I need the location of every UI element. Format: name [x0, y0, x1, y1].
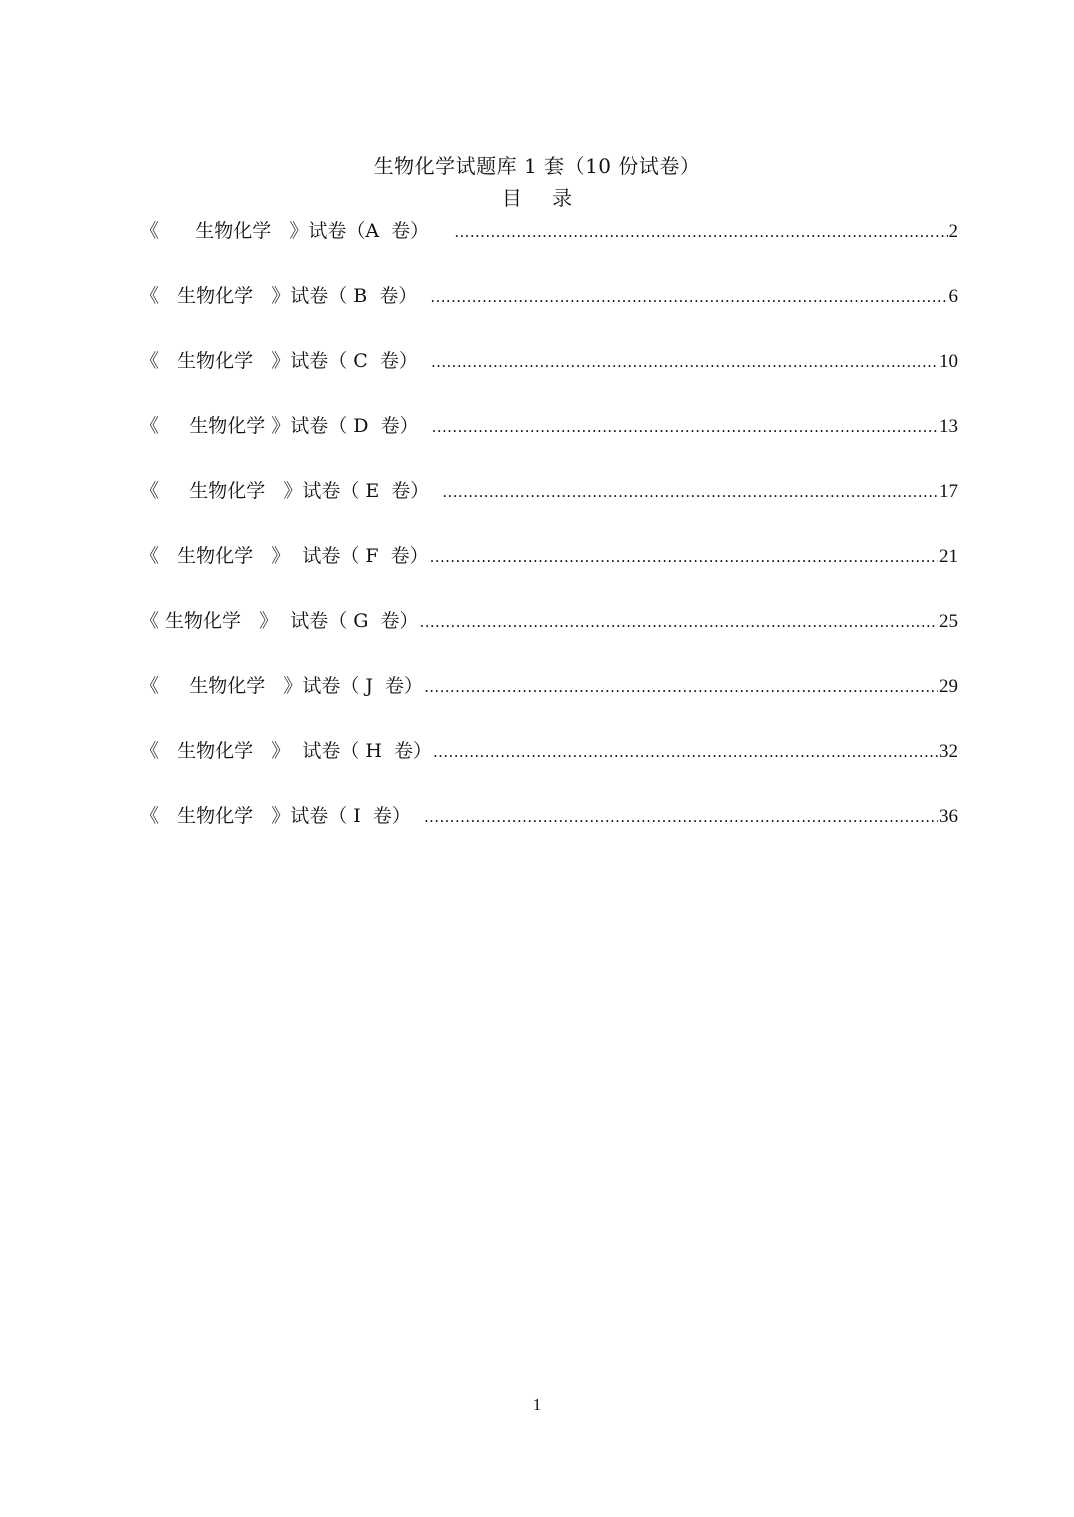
toc-entry[interactable] [140, 476, 958, 541]
toc-entry-page: 32 [939, 741, 958, 762]
toc-entry[interactable] [140, 671, 958, 736]
document-title: 生物化学试题库 1 套（10 份试卷） [373, 154, 701, 178]
toc-entry[interactable] [140, 736, 958, 801]
toc-dot-leader [430, 542, 938, 572]
toc-entry-label: 《 生物化学 》试卷（ C 卷） [140, 350, 430, 372]
toc-dot-leader [431, 347, 938, 377]
toc-dot-leader [454, 217, 947, 247]
toc-entry[interactable] [140, 346, 958, 411]
toc-entry-page: 29 [939, 676, 958, 697]
toc-dot-leader [430, 282, 947, 312]
toc-entry-label: 《 生物化学 》试卷（ E 卷） [140, 480, 442, 502]
page-number: 1 [532, 1395, 542, 1414]
toc-dot-leader [424, 802, 938, 832]
toc-dot-leader [442, 477, 938, 507]
toc-dot-leader [432, 412, 938, 442]
toc-entry-label: 《 生物化学 》试卷（ D 卷） [140, 415, 431, 437]
toc-entry-label: 《 生物化学 》试卷（ I 卷） [140, 805, 423, 827]
toc-dot-leader [433, 737, 938, 767]
toc-entry-label: 《 生物化学 》 试卷（ G 卷） [140, 610, 419, 632]
toc-entry-page: 13 [939, 416, 958, 437]
toc-entry-page: 21 [939, 546, 958, 567]
toc-entry[interactable] [140, 541, 958, 606]
toc-entry-label: 《 生物化学 》 试卷（ F 卷） [140, 545, 429, 567]
toc-entry-page: 17 [939, 481, 958, 502]
toc-entry-label: 《 生物化学 》 试卷（ H 卷） [140, 740, 433, 762]
toc-entry-page: 25 [939, 611, 958, 632]
toc-entry-page: 10 [939, 351, 958, 372]
toc-heading: 目 录 [501, 186, 585, 210]
toc-entry[interactable] [140, 411, 958, 476]
toc-entry-label: 《 生物化学 》试卷（A 卷） [140, 220, 454, 242]
toc-entry-label: 《 生物化学 》试卷（ J 卷） [140, 675, 424, 697]
toc-entry-page: 2 [948, 221, 958, 242]
toc-entry[interactable] [140, 216, 958, 281]
toc-dot-leader [424, 672, 938, 702]
toc-entry-label: 《 生物化学 》试卷（ B 卷） [140, 285, 430, 307]
table-of-contents [140, 216, 958, 866]
toc-entry-page: 36 [939, 806, 958, 827]
toc-entry-page: 6 [948, 286, 958, 307]
toc-entry[interactable] [140, 606, 958, 671]
toc-entry[interactable] [140, 801, 958, 866]
toc-entry[interactable] [140, 281, 958, 346]
toc-dot-leader [420, 607, 938, 637]
